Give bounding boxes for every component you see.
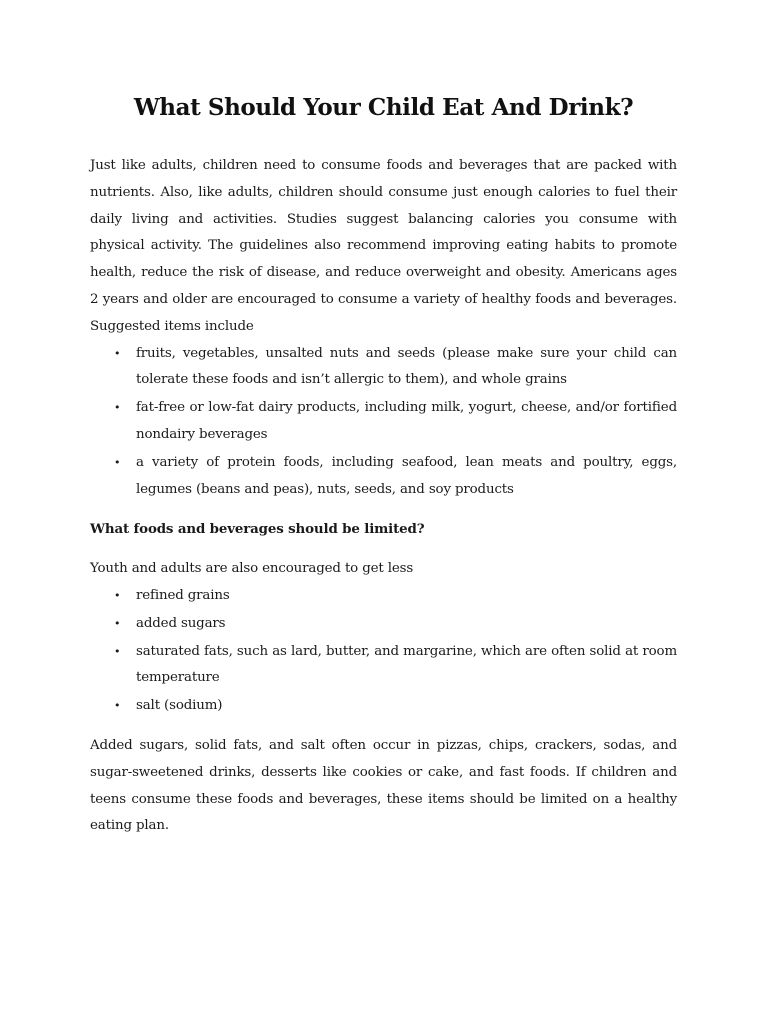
- bullet-icon: •: [114, 644, 121, 658]
- document-page: [90, 0, 677, 840]
- list-item: [90, 450, 677, 504]
- list-item-text: salt (sodium): [136, 698, 223, 714]
- list-item-text: refined grains: [136, 587, 230, 603]
- list-item-text: a variety of protein foods, including seafood, lean meats and poultry, eggs, legumes (beans and peas), nuts, seeds, and soy products: [136, 454, 677, 497]
- list-item: [90, 395, 677, 449]
- list-item: [90, 583, 677, 610]
- limited-intro-paragraph: Youth and adults are also encouraged to get less: [90, 561, 414, 577]
- bullet-icon: •: [114, 401, 121, 415]
- list-item: [90, 639, 677, 693]
- list-item: [90, 611, 677, 638]
- section-heading-limited: What foods and beverages should be limited?: [90, 521, 425, 538]
- list-item: [90, 693, 677, 720]
- bullet-icon: •: [114, 588, 121, 602]
- page-title: What Should Your Child Eat And Drink?: [133, 94, 634, 121]
- list-item-text: fruits, vegetables, unsalted nuts and seeds (please make sure your child can tolerate these foods and isn’t allergic to them), and whole grains: [136, 345, 677, 388]
- list-item-text: added sugars: [136, 615, 226, 631]
- bullet-icon: •: [114, 699, 121, 713]
- list-item-text: fat-free or low-fat dairy products, including milk, yogurt, cheese, and/or fortified nondairy beverages: [136, 400, 677, 442]
- closing-paragraph: Added sugars, solid fats, and salt often occur in pizzas, chips, crackers, sodas, and sugar-sweetened drinks, desserts like cookies or cake, and fast foods. If children and teens consume these foods and beverages, these items should be limited on a healthy eating plan.: [90, 737, 677, 834]
- limited-items-list: [90, 583, 677, 720]
- bullet-icon: •: [114, 616, 121, 630]
- list-item: [90, 341, 677, 395]
- bullet-icon: •: [114, 346, 121, 360]
- intro-paragraph: Just like adults, children need to consume foods and beverages that are packed with nutrients. Also, like adults, children should consume just enough calories to fuel their daily living and activities. Studies suggest balancing calories you consume with physical activity. The guidelines also recommend improving eating habits to promote health, reduce the risk of disease, and reduce overweight and obesity. Americans ages 2 years and older are encouraged to consume a variety of healthy foods and beverages. Suggested items include: [90, 158, 677, 334]
- suggested-items-list: [90, 341, 677, 504]
- list-item-text: saturated fats, such as lard, butter, and margarine, which are often solid at room temperature: [136, 643, 677, 686]
- bullet-icon: •: [114, 455, 121, 469]
